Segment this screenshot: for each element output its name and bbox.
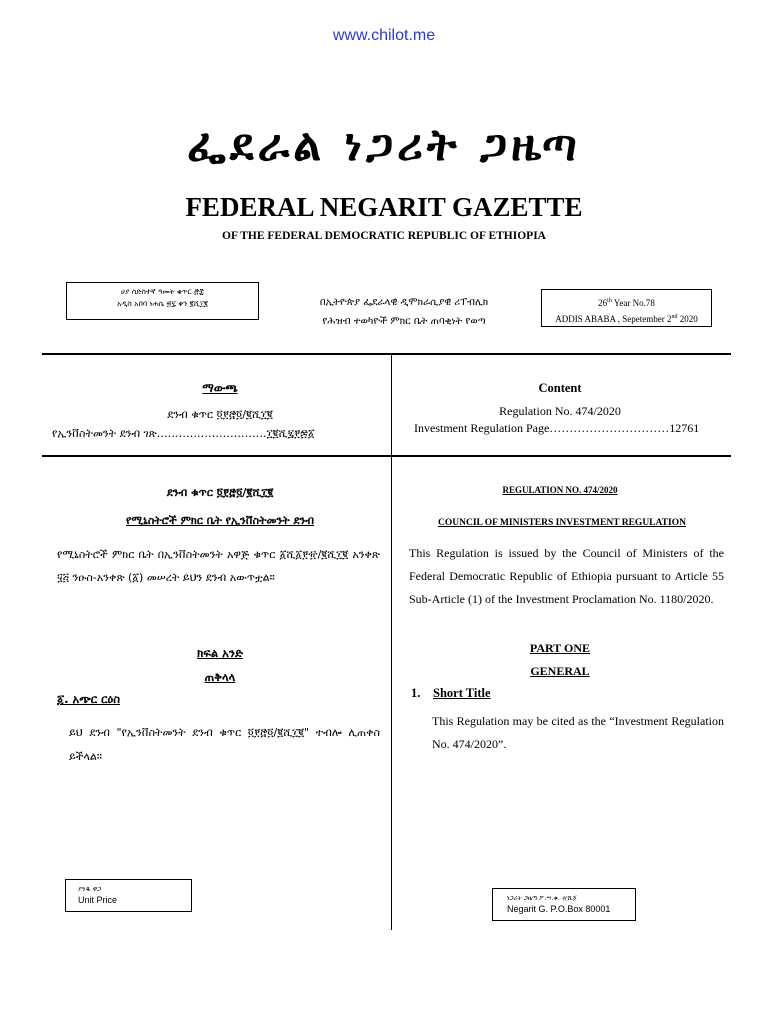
column-divider — [391, 354, 392, 930]
short-title-number: 1. — [411, 686, 421, 700]
short-title-heading-english: Short Title — [433, 686, 491, 700]
contents-regulation-english: Regulation No. 474/2020 — [499, 404, 621, 418]
authority-line-1: በኢትዮጵያ ፌደራላዊ ዲሞክራሲያዊ ሪፐብሊክ — [319, 297, 489, 308]
contents-divider — [42, 455, 731, 457]
contents-entry-amharic: የኢንቨስትመንት ደንብ ገጽ…………………………፲፪ሺ፯፻፷፩ — [52, 427, 315, 440]
publication-info-english — [541, 289, 712, 327]
regulation-intro-english: This Regulation is issued by the Council of Ministers of the Federal Democratic Republic of Ethiopia pursuant to Article 55 Sub-Article (1) of the Investment Proclamation No. 1180/2020. — [409, 546, 724, 606]
authority-line-2: የሕዝብ ተወካዮች ምክር ቤት ጠባቂነት የወጣ — [322, 316, 486, 327]
gazette-subtitle: OF THE FEDERAL DEMOCRATIC REPUBLIC OF ETHIOPIA — [222, 230, 546, 242]
regulation-name-english: COUNCIL OF MINISTERS INVESTMENT REGULATION — [438, 518, 686, 528]
regulation-name-amharic: የሚኒስትሮች ምክር ቤት የኢንቨስትመንት ደንብ — [126, 514, 314, 527]
unit-price-box — [65, 879, 192, 912]
short-title-text-english: This Regulation may be cited as the “Investment Regulation No. 474/2020”. — [432, 714, 724, 751]
pobox-box — [492, 888, 636, 921]
publication-info-amharic — [66, 282, 259, 320]
regulation-number-amharic: ደንብ ቁጥር ፬፻፸፬/፪ሺ፲፪ — [166, 486, 274, 499]
contents-regulation-amharic: ደንብ ቁጥር ፬፻፸፬/፪ሺ፲፪ — [167, 408, 273, 421]
gazette-title-english: FEDERAL NEGARIT GAZETTE — [185, 192, 583, 222]
regulation-intro-amharic: የሚኒስትሮች ምክር ቤት በኢንቨስትመንት አዋጅ ቁጥር ፩ሺ፩፻፹/፪ሺ፲፪ አንቀጽ ፶፭ ንዑስ-አንቀጽ (፩) መሠረት ይህን ደንብ አውጥቷል። — [57, 548, 380, 584]
short-title-heading-amharic: ፩. አጭር ርዕስ — [57, 692, 120, 706]
regulation-number-english: REGULATION NO. 474/2020 — [502, 485, 618, 495]
pobox-english: Negarit G. P.O.Box 80001 — [507, 904, 611, 914]
unit-price-amharic: ያንዱ ዋጋ — [78, 885, 102, 893]
gazette-title-amharic: ፌደራል ነጋሪት ጋዜጣ — [187, 120, 581, 171]
publication-authority — [275, 293, 533, 331]
short-title-text-amharic: ይህ ደንብ "የኢንቨስትመንት ደንብ ቁጥር ፬፻፸፬/፪ሺ፲፪" ተብሎ ሊጠቀስ ይችላል። — [69, 726, 380, 763]
part-one-amharic: ክፍል አንድ — [197, 646, 243, 660]
publication-date-amharic: አዲስ አበባ ነሐሴ ፳፯ ቀን ፪ሺ፲፪ — [117, 299, 208, 308]
general-english: GENERAL — [530, 664, 590, 678]
contents-heading-amharic: ማውጫ — [202, 381, 238, 395]
part-one-english: PART ONE — [529, 641, 591, 655]
website-url[interactable]: www.chilot.me — [332, 27, 436, 44]
header-divider — [42, 353, 731, 355]
contents-heading-english: Content — [538, 381, 582, 395]
contents-entry-english: Investment Regulation Page…………………………12761 — [414, 421, 700, 435]
publication-year-english: 26th Year No.78 — [598, 298, 655, 308]
publication-date-english: ADDIS ABABA , Sepetember 2nd 2020 — [555, 314, 698, 324]
unit-price-english: Unit Price — [78, 895, 118, 905]
publication-year-amharic: ሀያ ስድስተኛ ዓመት ቁጥር ፸፰ — [121, 287, 204, 296]
pobox-amharic: ነጋሪት ጋዜጣ ፖ.ሣ.ቁ. ፹ሺ፩ — [507, 894, 577, 902]
general-amharic: ጠቅላላ — [204, 670, 236, 684]
